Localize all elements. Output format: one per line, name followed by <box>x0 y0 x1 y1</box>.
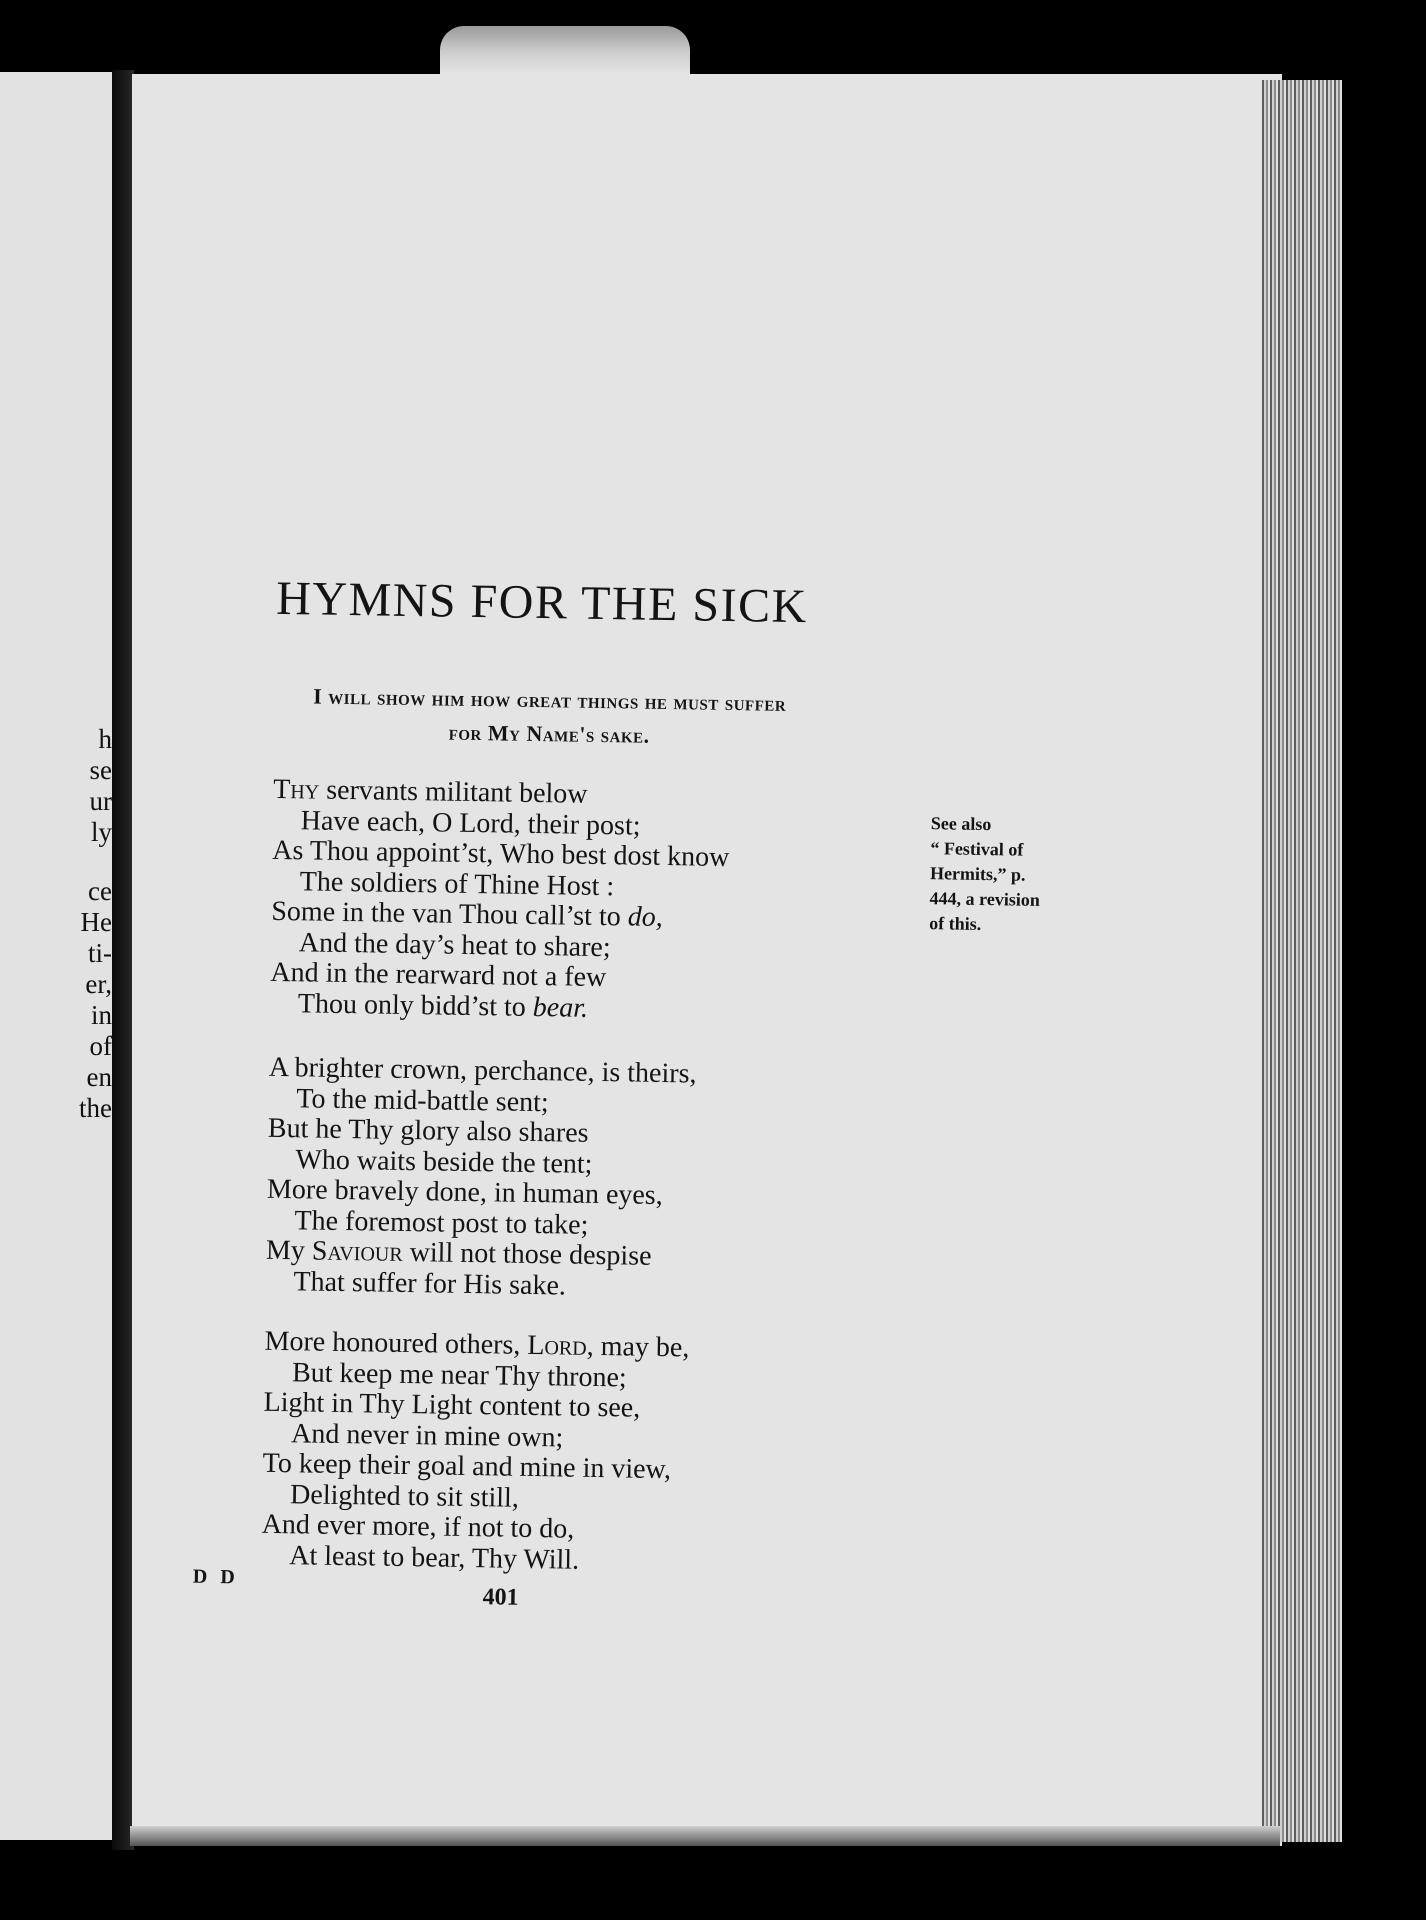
left-fragment: the <box>79 1093 112 1123</box>
verse-text: Delighted to sit still, <box>289 1478 520 1514</box>
verse-text: More bravely done, in human eyes, <box>266 1173 663 1212</box>
margin-note <box>929 811 1101 939</box>
stanza-1 <box>270 775 731 1026</box>
left-fragment: ti- <box>88 938 112 968</box>
left-fragment: ce <box>88 876 112 906</box>
verse-text: Who waits beside the tent; <box>295 1143 593 1180</box>
left-fragment: in <box>90 1000 112 1030</box>
margin-note-line: See also <box>930 813 992 835</box>
verse-text: servants militant below <box>319 774 588 810</box>
verse-text: Some in the van Thou call’st to <box>271 895 629 933</box>
verse-text: As Thou appoint’st, Who best dost know <box>272 834 730 874</box>
verse-text: A brighter crown, perchance, is theirs, <box>268 1051 697 1090</box>
left-fragment: h <box>98 724 112 754</box>
verse-text: Have each, O Lord, their post; <box>300 804 641 842</box>
hymn-epigraph <box>189 678 910 757</box>
page-number: 401 <box>482 1584 519 1611</box>
stanza-2 <box>265 1053 696 1304</box>
verse-text: And never in mine own; <box>290 1417 564 1453</box>
verse-emphasis: bear. <box>532 991 589 1024</box>
verse-text: Thou only bidd’st to <box>297 987 534 1023</box>
verse-text: At least to bear, Thy Will. <box>288 1539 580 1576</box>
verse-text: But he Thy glory also shares <box>267 1112 589 1149</box>
verse-text: My <box>265 1234 313 1267</box>
epigraph-line: for My Name's sake. <box>448 719 650 748</box>
left-fragment: ur <box>89 786 112 816</box>
verse-text: , may be, <box>586 1330 690 1364</box>
verse-text: To the mid-battle sent; <box>296 1082 549 1118</box>
verse-text: And in the rearward not a few <box>270 956 607 994</box>
left-fragment: se <box>89 755 112 785</box>
verse-small-caps: Saviour <box>311 1235 403 1268</box>
margin-note-line: Hermits,” p. <box>929 863 1026 885</box>
verse-text: But keep me near Thy throne; <box>291 1356 627 1393</box>
verse-emphasis: do, <box>627 901 664 933</box>
stanza-3 <box>261 1327 690 1578</box>
verse-text: And ever more, if not to do, <box>261 1508 575 1545</box>
left-fragment: ly <box>90 817 112 847</box>
margin-note-line: “ Festival of <box>930 838 1024 860</box>
margin-note-line: 444, a revision <box>929 888 1040 910</box>
verse-lead: Thy <box>273 773 320 806</box>
verse-text: And the day’s heat to share; <box>298 926 611 963</box>
verse-text: The soldiers of Thine Host : <box>299 865 615 902</box>
left-fragment: of <box>89 1031 112 1061</box>
left-fragment: He <box>80 907 112 937</box>
verse-text: will not those despise <box>402 1236 652 1272</box>
verse-text: That suffer for His sake. <box>293 1265 567 1301</box>
epigraph-line: I will show him how great things he must suffer <box>313 683 787 716</box>
verse-text: The foremost post to take; <box>294 1204 589 1241</box>
left-fragment: er, <box>85 969 112 999</box>
signature-mark: D D <box>192 1565 239 1589</box>
margin-note-line: of this. <box>929 913 982 934</box>
verse-text: Light in Thy Light content to see, <box>263 1386 641 1424</box>
verse-text: More honoured others, <box>264 1325 528 1361</box>
verse-small-caps: Lord <box>527 1329 587 1362</box>
verse-line <box>261 1540 686 1577</box>
verse-line <box>270 988 728 1026</box>
verse-text: To keep their goal and mine in view, <box>262 1447 672 1486</box>
left-fragment: en <box>86 1062 112 1092</box>
page-title: HYMNS FOR THE SICK <box>275 571 809 634</box>
